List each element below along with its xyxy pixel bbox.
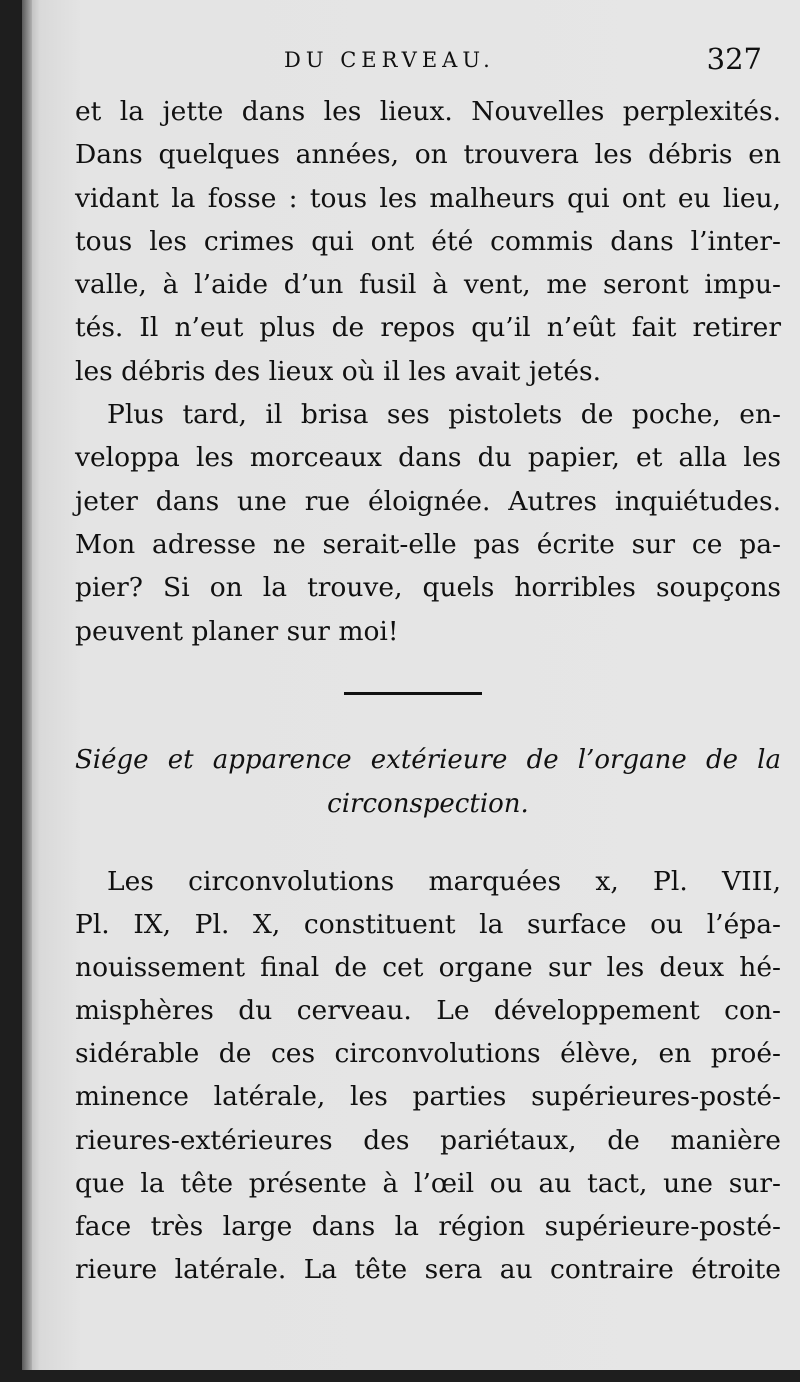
text-line: Mon adresse ne serait-elle pas écrite sur ce pa- — [75, 528, 781, 560]
text-line: Pl. IX, Pl. X, constituent la surface ou l’épa- — [75, 909, 781, 941]
text-line: vidant la fosse : tous les malheurs qui ont eu lieu, — [75, 182, 781, 214]
text-line: pier? Si on la trouve, quels horribles soupçons — [75, 572, 781, 604]
section-title-line-2: circonspection. — [327, 789, 529, 819]
book-page — [22, 0, 800, 1370]
text-line: misphères du cerveau. Le développement con- — [75, 995, 781, 1027]
section-title-line-1: Siége et apparence extérieure de l’organe de la — [75, 745, 781, 775]
page-bottom-edge — [0, 1370, 800, 1382]
text-line: valle, à l’aide d’un fusil à vent, me seront impu- — [75, 269, 781, 301]
text-line: rieures-extérieures des pariétaux, de manière — [75, 1124, 781, 1156]
text-line: Plus tard, il brisa ses pistolets de poche, en- — [107, 399, 781, 431]
section-title — [75, 738, 781, 826]
text-line: face très large dans la région supérieure-posté- — [75, 1210, 781, 1242]
text-line: peuvent planer sur moi! — [75, 615, 399, 647]
section-divider-rule — [344, 692, 482, 695]
text-line: les débris des lieux où il les avait jetés. — [75, 355, 602, 387]
text-line: tés. Il n’eut plus de repos qu’il n’eût fait retirer — [75, 312, 781, 344]
body-text-lower — [75, 860, 781, 1291]
text-line: jeter dans une rue éloignée. Autres inquiétudes. — [75, 485, 781, 517]
page-header — [22, 40, 800, 84]
text-line: veloppa les morceaux dans du papier, et alla les — [75, 442, 781, 474]
text-line: rieure latérale. La tête sera au contraire étroite — [75, 1253, 781, 1285]
running-head: DU CERVEAU. — [284, 48, 495, 72]
text-line: que la tête présente à l’œil ou au tact, une sur- — [75, 1167, 781, 1199]
text-line: minence latérale, les parties supérieures-posté- — [75, 1081, 781, 1113]
text-line: tous les crimes qui ont été commis dans l’inter- — [75, 225, 781, 257]
text-line: Dans quelques années, on trouvera les débris en — [75, 139, 781, 171]
text-line: et la jette dans les lieux. Nouvelles perplexités. — [75, 96, 781, 127]
page-number: 327 — [706, 42, 762, 76]
spine-shadow — [22, 0, 32, 1370]
body-text-upper — [75, 90, 781, 653]
text-line: nouissement final de cet organe sur les deux hé- — [75, 952, 781, 984]
text-line: sidérable de ces circonvolutions élève, en proé- — [75, 1038, 781, 1070]
text-line: Les circonvolutions marquées x, Pl. VIII, — [107, 866, 781, 897]
